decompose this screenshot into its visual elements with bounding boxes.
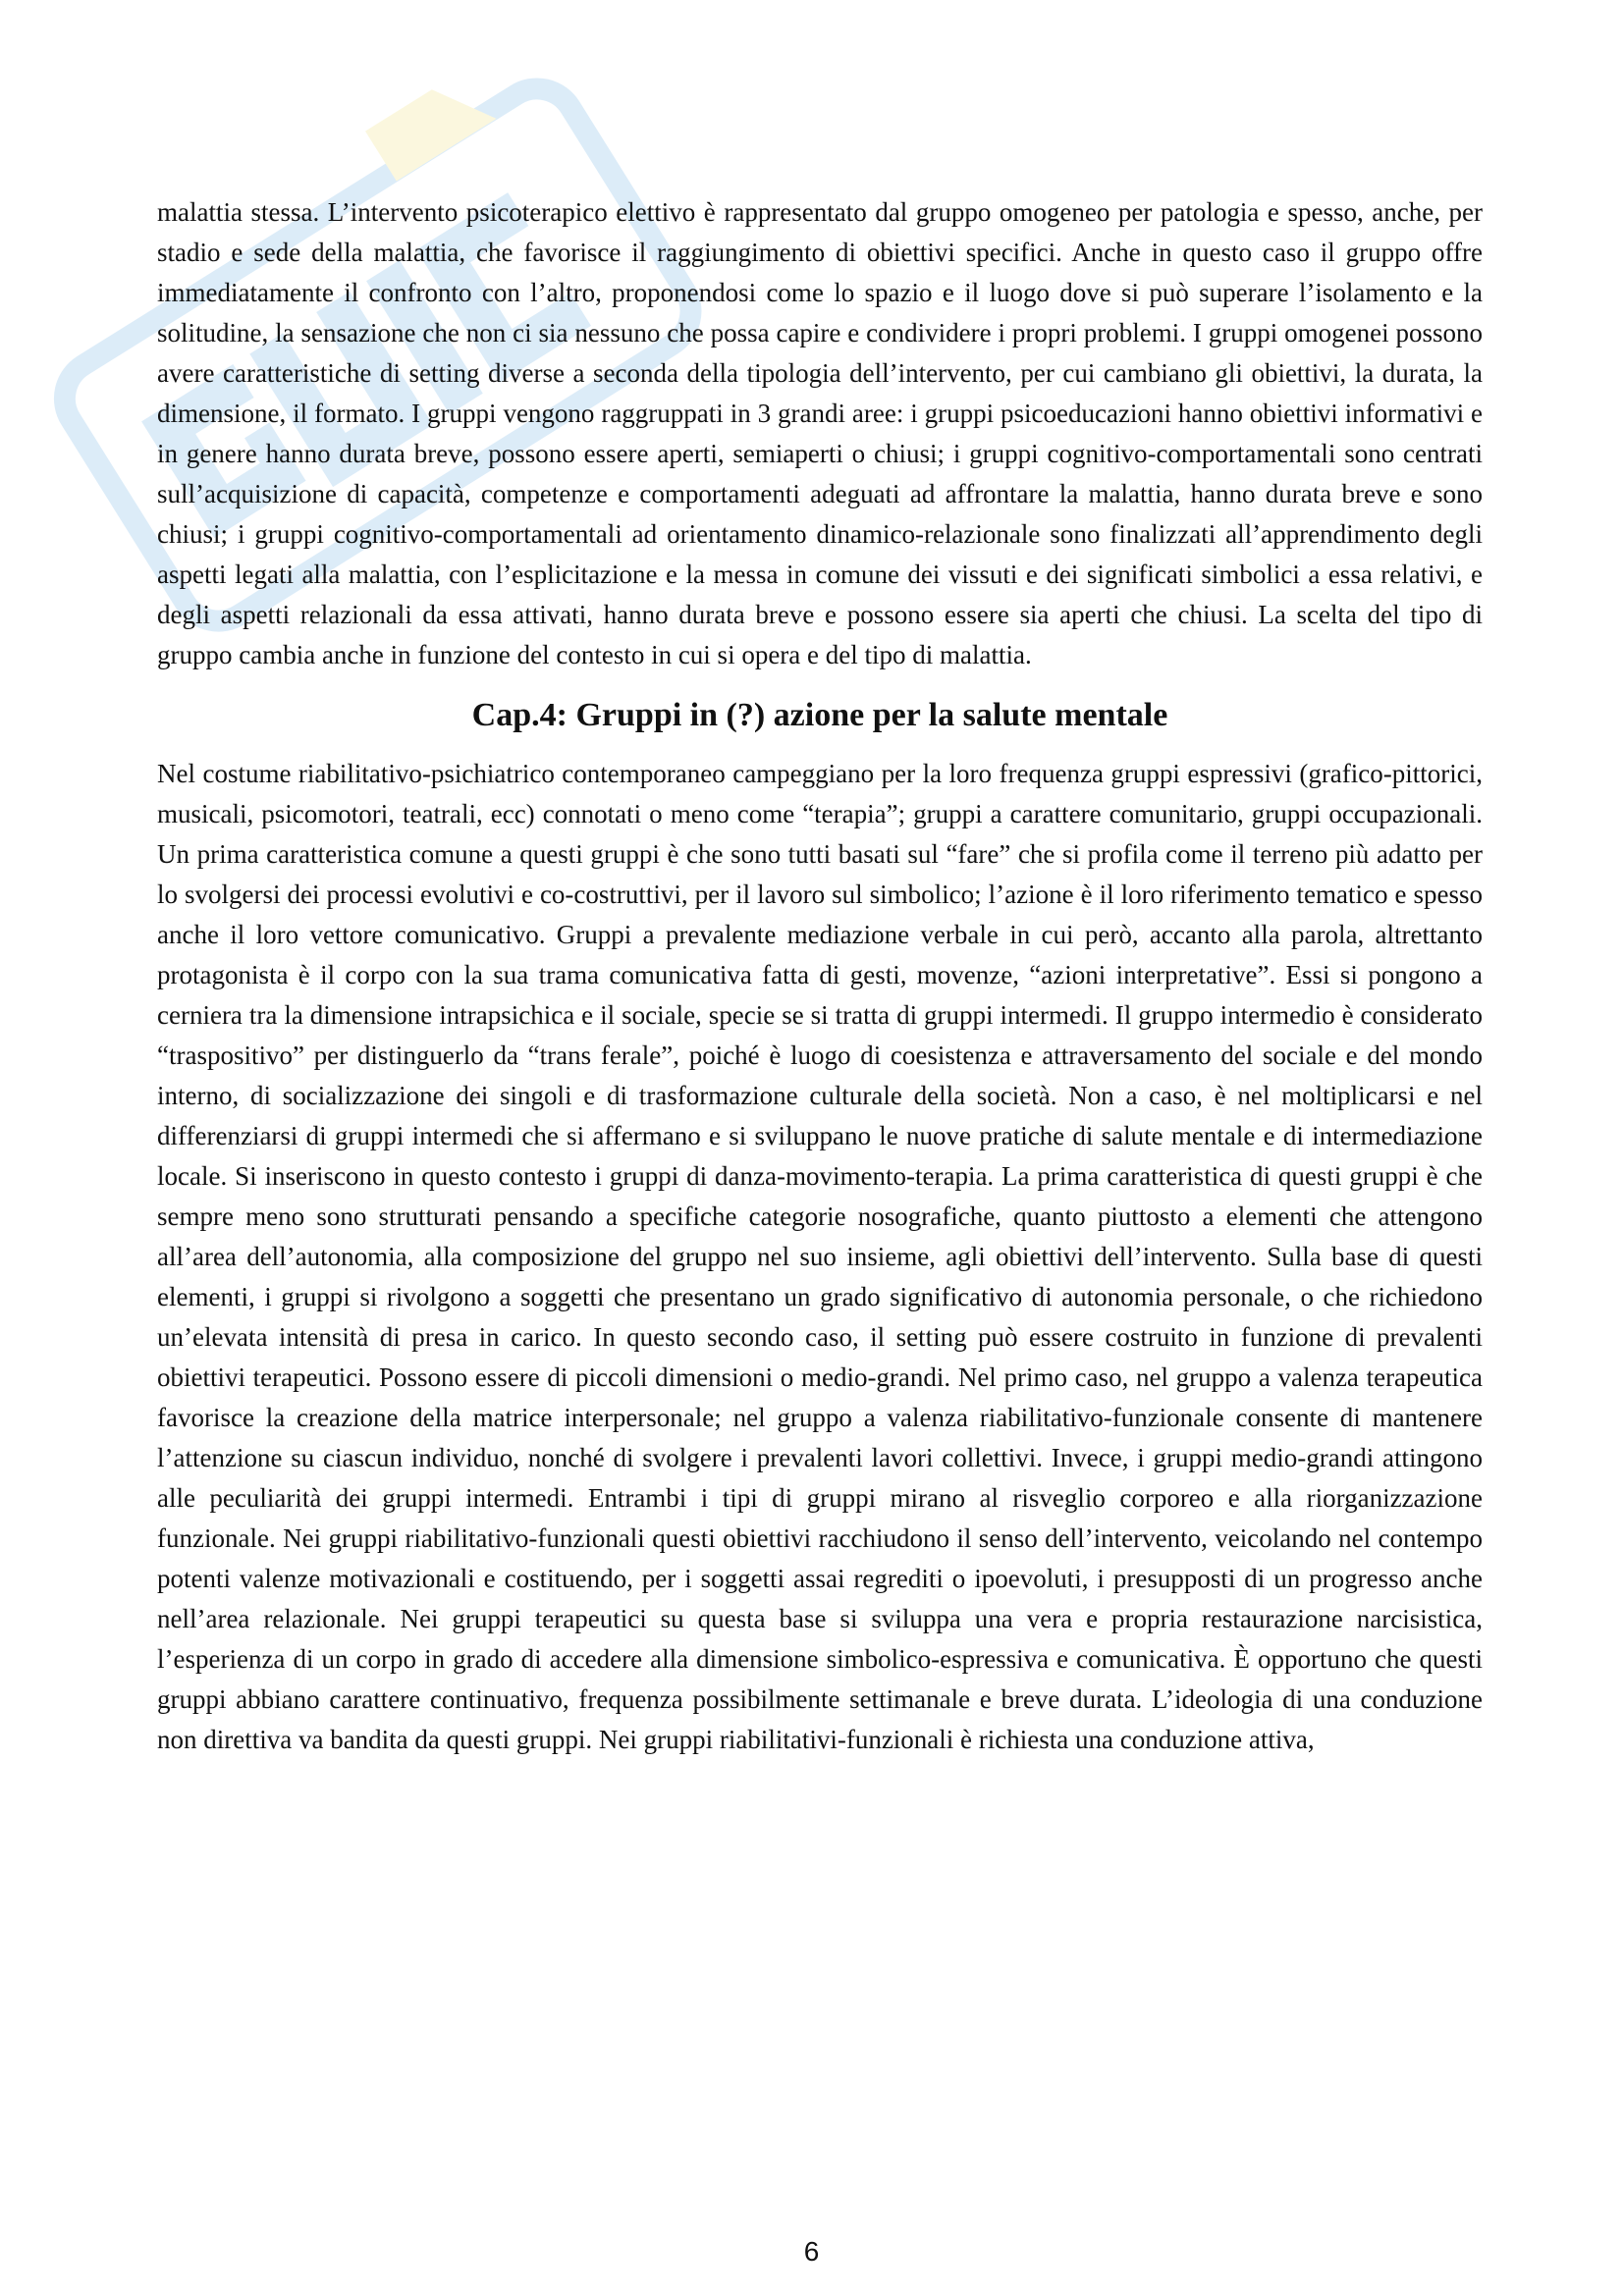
paragraph-chapter-4: Nel costume riabilitativo-psichiatrico contemporaneo campeggiano per la loro frequenza gruppi espressivi (grafico-pittorici, musicali, psicomotori, teatrali, ecc) connotati o meno come “terapia”; gruppi a carattere comunitario, gruppi occupazionali. Un prima caratteristica comune a questi gruppi è che sono tutti basati sul “fare” che si profila come il terreno più adatto per lo svolgersi dei processi evolutivi e co-costruttivi, per il lavoro sul simbolico; l’azione è il loro riferimento tematico e spesso anche il loro vettore comunicativo. Gruppi a prevalente mediazione verbale in cui però, accanto alla parola, altrettanto protagonista è il corpo con la sua trama comunicativa fatta di gesti, movenze, “azioni interpretative”. Essi si pongono a cerniera tra la dimensione intrapsichica e il sociale, specie se si tratta di gruppi intermedi. Il gruppo intermedio è considerato “traspositivo” per distinguerlo da “trans ferale”, poiché è luogo di coesistenza e attraversamento del sociale e del mondo interno, di socializzazione dei singoli e di trasformazione culturale della società. Non a caso, è nel moltiplicarsi e nel differenziarsi di gruppi intermedi che si affermano e si sviluppano le nuove pratiche di salute mentale e di intermediazione locale. Si inseriscono in questo contesto i gruppi di danza-movimento-terapia. La prima caratteristica di questi gruppi è che sempre meno sono strutturati pensando a specifiche categorie nosografiche, quanto piuttosto a elementi che attengono all’area dell’autonomia, alla composizione del gruppo nel suo insieme, agli obiettivi dell’intervento. Sulla base di questi elementi, i gruppi si rivolgono a soggetti che presentano un grado significativo di autonomia personale, o che richiedono un’elevata intensità di presa in carico. In questo secondo caso, il setting può essere costruito in funzione di prevalenti obiettivi terapeutici. Possono essere di piccoli dimensioni o medio-grandi. Nel primo caso, nel gruppo a valenza terapeutica favorisce la creazione della matrice interpersonale; nel gruppo a valenza riabilitativo-funzionale consente di mantenere l’attenzione su ciascun individuo, nonché di svolgere i prevalenti lavori collettivi. Invece, i gruppi medio-grandi attingono alle peculiarità dei gruppi intermedi. Entrambi i tipi di gruppi mirano al risveglio corporeo e alla riorganizzazione funzionale. Nei gruppi riabilitativo-funzionali questi obiettivi racchiudono il senso dell’intervento, veicolando nel contempo potenti valenze motivazionali e costituendo, per i soggetti assai regrediti o ipoevoluti, i presupposti di un progresso anche nell’area relazionale. Nei gruppi terapeutici su questa base si sviluppa una vera e propria restaurazione narcisistica, l’esperienza di un corpo in grado di accedere alla dimensione simbolico-espressiva e comunicativa. È opportuno che questi gruppi abbiano carattere continuativo, frequenza possibilmente settimanale e breve durata. L’ideologia di una conduzione non direttiva va bandita da questi gruppi. Nei gruppi riabilitativi-funzionali è richiesta una conduzione attiva,	[157, 759, 1483, 1754]
page-number: 6	[803, 2236, 820, 2267]
chapter-title: Cap.4: Gruppi in (?) azione per la salute mentale	[471, 697, 1168, 733]
paragraph-continuation: malattia stessa. L’intervento psicoterapico elettivo è rappresentato dal gruppo omogeneo per patologia e spesso, anche, per stadio e sede della malattia, che favorisce il raggiungimento di obiettivi specifici. Anche in questo caso il gruppo offre immediatamente il confronto con l’altro, proponendosi come lo spazio e il luogo dove si può superare l’isolamento e la solitudine, la sensazione che non ci sia nessuno che possa capire e condividere i propri problemi. I gruppi omogenei possono avere caratteristiche di setting diverse a seconda della tipologia dell’intervento, per cui cambiano gli obiettivi, la durata, la dimensione, il formato. I gruppi vengono raggruppati in 3 grandi aree: i gruppi psicoeducazioni hanno obiettivi informativi e in genere hanno durata breve, possono essere aperti, semiaperti o chiusi; i gruppi cognitivo-comportamentali sono centrati sull’acquisizione di capacità, competenze e comportamenti adeguati ad affrontare la malattia, hanno durata breve e sono chiusi; i gruppi cognitivo-comportamentali ad orientamento dinamico-relazionale sono finalizzati all’apprendimento degli aspetti legati alla malattia, con l’esplicitazione e la messa in comune dei vissuti e dei significati simbolici a essa relativi, e degli aspetti relazionali da essa attivati, hanno durata breve e possono essere sia aperti che chiusi. La scelta del tipo di gruppo cambia anche in funzione del contesto in cui si opera e del tipo di malattia.	[157, 197, 1483, 669]
page-body	[157, 192, 1483, 1760]
